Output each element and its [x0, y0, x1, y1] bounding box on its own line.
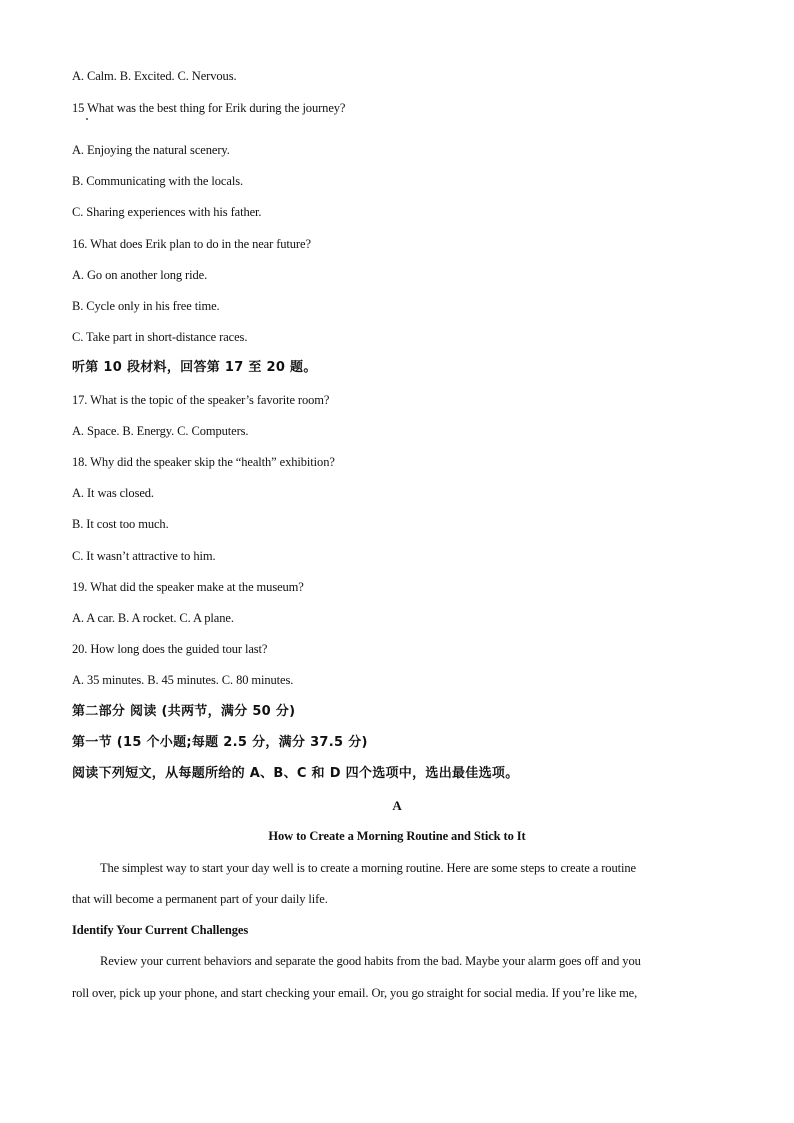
q20-options: A. 35 minutes. B. 45 minutes. C. 80 minutes.	[72, 673, 294, 687]
reading-instruction: 阅读下列短文，从每题所给的 A、B、C 和 D 四个选项中，选出最佳选项。	[72, 766, 519, 781]
subheading-current-challenges: Identify Your Current Challenges	[72, 923, 249, 937]
q17-options: A. Space. B. Energy. C. Computers.	[72, 424, 249, 438]
q18-option-c: C. It wasn’t attractive to him.	[72, 549, 216, 563]
q18-option-a: A. It was closed.	[72, 486, 154, 500]
passage-paragraph-2-line-2: roll over, pick up your phone, and start checking your email. Or, you go straight for social media. If you’re like me,	[72, 986, 638, 1000]
q15-option-c: C. Sharing experiences with his father.	[72, 205, 262, 219]
passage-paragraph-2-line-1: Review your current behaviors and separate the good habits from the bad. Maybe your alarm goes off and you	[100, 954, 641, 968]
part-two-heading: 第二部分 阅读 (共两节，满分 50 分)	[72, 704, 296, 719]
section-one-heading: 第一节 (15 个小题;每题 2.5 分，满分 37.5 分)	[72, 735, 368, 750]
passage-paragraph-1-line-2: that will become a permanent part of your daily life.	[72, 892, 328, 906]
passage-paragraph-1-line-1: The simplest way to start your day well is to create a morning routine. Here are some steps to create a routine	[100, 861, 636, 875]
q16-option-b: B. Cycle only in his free time.	[72, 299, 220, 313]
q19-question: 19. What did the speaker make at the museum?	[72, 580, 304, 594]
q16-option-c: C. Take part in short-distance races.	[72, 330, 248, 344]
q15-question: 15 What was the best thing for Erik during the journey?	[72, 101, 346, 115]
q15-option-b: B. Communicating with the locals.	[72, 174, 243, 188]
q19-options: A. A car. B. A rocket. C. A plane.	[72, 611, 234, 625]
passage-title: How to Create a Morning Routine and Stick to It	[268, 829, 526, 843]
passage-label: A	[392, 798, 402, 813]
q18-option-b: B. It cost too much.	[72, 517, 169, 531]
q14-options: A. Calm. B. Excited. C. Nervous.	[72, 69, 237, 83]
q16-question: 16. What does Erik plan to do in the near future?	[72, 237, 311, 251]
q18-question: 18. Why did the speaker skip the “health” exhibition?	[72, 455, 335, 469]
q17-question: 17. What is the topic of the speaker’s favorite room?	[72, 393, 330, 407]
q20-question: 20. How long does the guided tour last?	[72, 642, 268, 656]
q16-option-a: A. Go on another long ride.	[72, 268, 208, 282]
q15-option-a: A. Enjoying the natural scenery.	[72, 143, 230, 157]
section-instruction-10: 听第 10 段材料，回答第 17 至 20 题。	[72, 360, 317, 375]
stray-dot	[86, 118, 88, 120]
